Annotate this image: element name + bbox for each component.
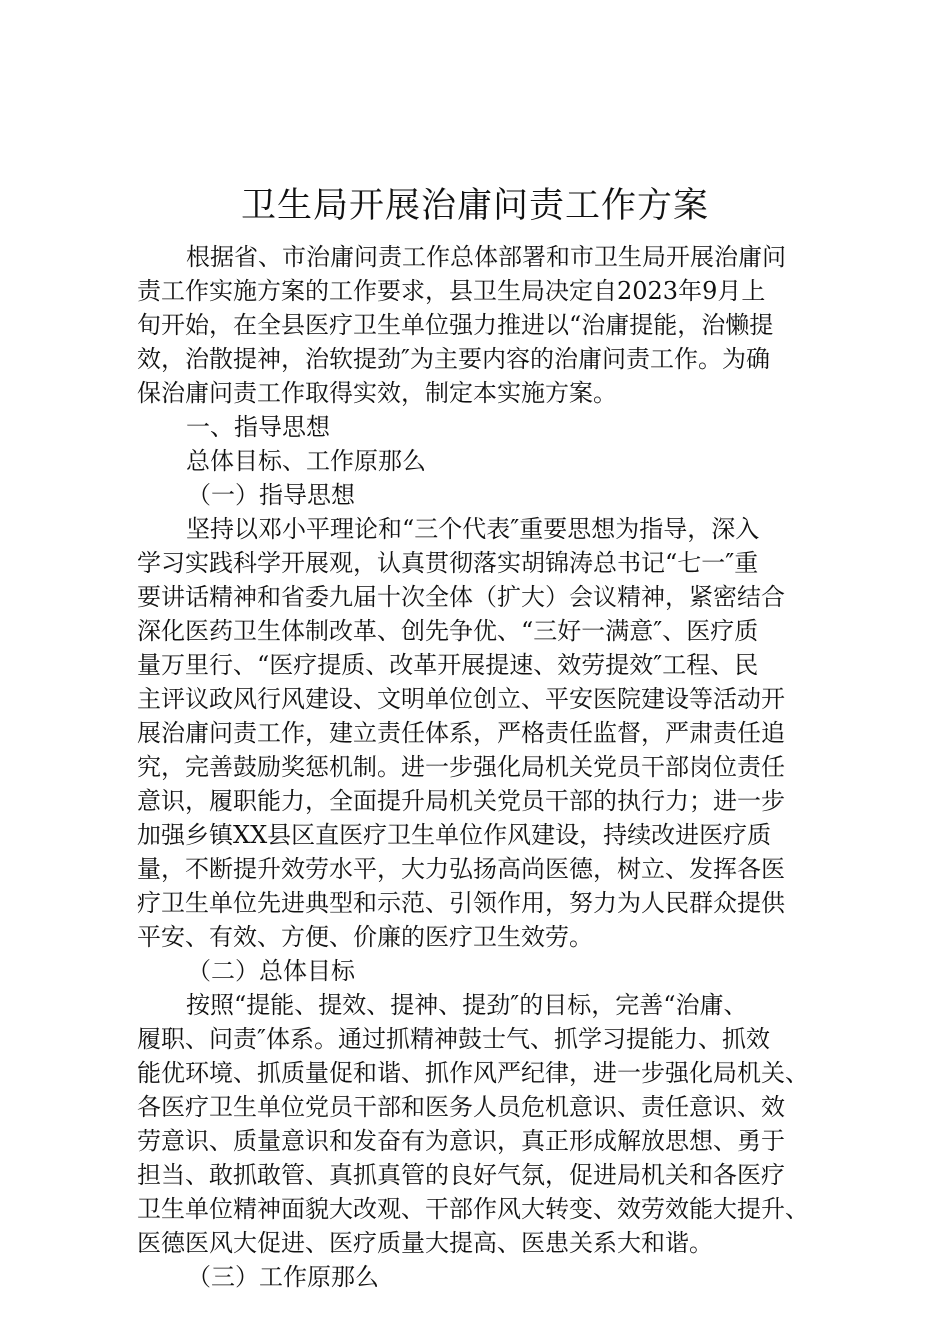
paragraph-line: 学习实践科学开展观，认真贯彻落实胡锦涛总书记“七一″重	[137, 549, 759, 577]
paragraph-line: 展治庸问责工作，建立责任体系，严格责任监督，严肃责任追	[137, 719, 785, 747]
paragraph-line: 平安、有效、方便、价廉的医疗卫生效劳。	[137, 923, 593, 951]
paragraph-line: 量万里行、“医疗提质、改革开展提速、效劳提效″工程、民	[137, 651, 759, 679]
paragraph-line: 根据省、市治庸问责工作总体部署和市卫生局开展治庸问	[186, 243, 786, 271]
paragraph-line: 担当、敢抓敢管、真抓真管的良好气氛，促进局机关和各医疗	[137, 1161, 785, 1189]
paragraph-line: 责工作实施方案的工作要求，县卫生局决定自2023年9月上	[137, 277, 766, 305]
paragraph-line: 主评议政风行风建设、文明单位创立、平安医院建设等活动开	[137, 685, 785, 713]
paragraph-line: 能优环境、抓质量促和谐、抓作风严纪律，进一步强化局机关、	[137, 1059, 809, 1087]
paragraph-line: 医德医风大促进、医疗质量大提高、医患关系大和谐。	[137, 1229, 713, 1257]
paragraph-line: 要讲话精神和省委九届十次全体（扩大）会议精神，紧密结合	[137, 583, 785, 611]
subsection-heading: （一）指导思想	[187, 481, 355, 509]
paragraph-line: 效，治散提神，治软提劲″为主要内容的治庸问责工作。为确	[137, 345, 770, 373]
paragraph-line: 疗卫生单位先进典型和示范、引领作用，努力为人民群众提供	[137, 889, 785, 917]
paragraph-line: 劳意识、质量意识和发奋有为意识，真正形成解放思想、勇于	[137, 1127, 785, 1155]
paragraph-line: 各医疗卫生单位党员干部和医务人员危机意识、责任意识、效	[137, 1093, 785, 1121]
paragraph-line: 旬开始，在全县医疗卫生单位强力推进以“治庸提能，治懒提	[137, 311, 774, 339]
section-heading: 一、指导思想	[186, 413, 330, 441]
subsection-heading: （二）总体目标	[187, 957, 355, 985]
paragraph-line: 保治庸问责工作取得实效，制定本实施方案。	[137, 379, 617, 407]
paragraph-line: 量，不断提升效劳水平，大力弘扬高尚医德，树立、发挥各医	[137, 855, 785, 883]
document-body	[137, 240, 833, 1294]
paragraph-line: 深化医药卫生体制改革、创先争优、“三好一满意″、医疗质	[137, 617, 759, 645]
section-heading: 总体目标、工作原那么	[186, 447, 426, 475]
paragraph-line: 卫生单位精神面貌大改观、干部作风大转变、效劳效能大提升、	[137, 1195, 809, 1223]
subsection-heading: （三）工作原那么	[187, 1263, 379, 1291]
document-title: 卫生局开展治庸问责工作方案	[240, 186, 709, 226]
paragraph-line: 坚持以邓小平理论和“三个代表″重要思想为指导，深入	[186, 515, 760, 543]
paragraph-line: 究，完善鼓励奖惩机制。进一步强化局机关党员干部岗位责任	[137, 753, 785, 781]
paragraph-line: 按照“提能、提效、提神、提劲″的目标，完善“治庸、	[186, 991, 748, 1019]
paragraph-line: 意识，履职能力，全面提升局机关党员干部的执行力；进一步	[137, 787, 785, 815]
paragraph-line: 加强乡镇XX县区直医疗卫生单位作风建设，持续改进医疗质	[137, 821, 772, 849]
paragraph-line: 履职、问责″体系。通过抓精神鼓士气、抓学习提能力、抓效	[137, 1025, 770, 1053]
